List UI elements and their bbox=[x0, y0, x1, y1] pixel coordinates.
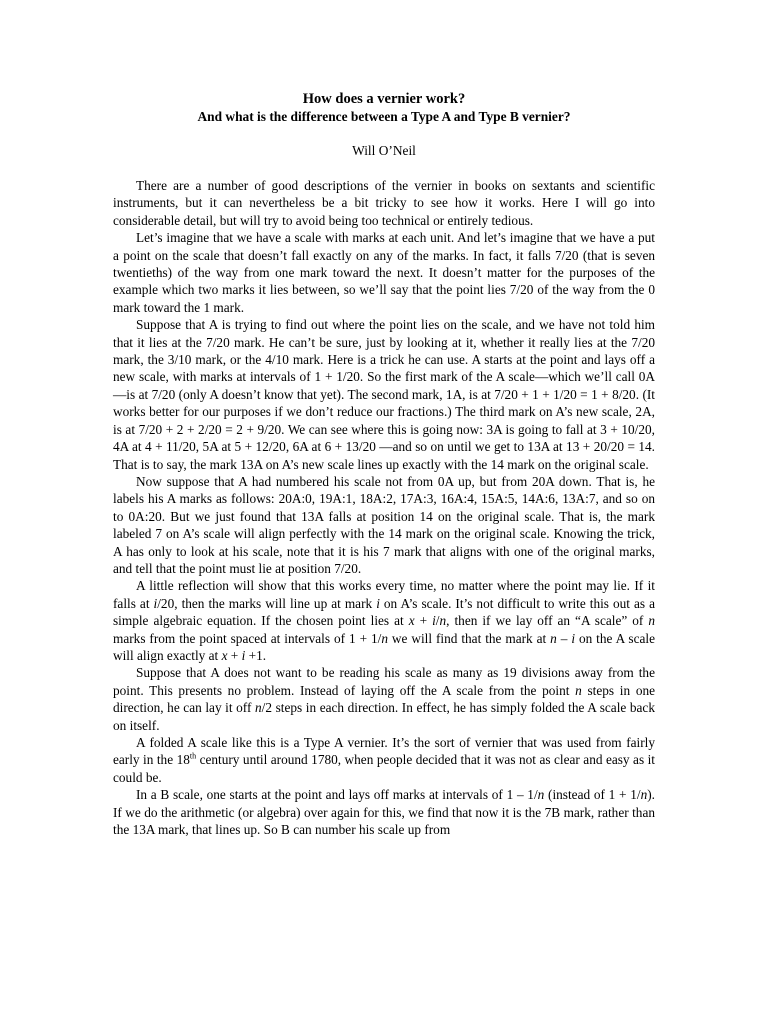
paragraph: Suppose that A is trying to find out where the point lies on the scale, and we have not told him that it lies at the 7/20 mark. He can’t be sure, just by looking at it, whether it really lies at the 7/20 mark, the 3/10 mark, or the 4/10 mark. Here is a trick he can use. A starts at the point and lays off a new scale, with marks at intervals of 1 + 1/20. So the first mark of the A scale—which we’ll call 0A—is at 7/20 (only A doesn’t know that yet). The second mark, 1A, is at 7/20 + 1 + 1/20 = 1 + 8/20. (It works better for our purposes if we don’t reduce our fractions.) The third mark on A’s new scale, 2A, is at 7/20 + 2 + 2/20 = 2 + 9/20. We can see where this is going now: 3A is going to fall at 3 + 10/20, 4A at 4 + 11/20, 5A at 5 + 12/20, 6A at 6 + 13/20 —and so on until we get to 13A at 13 + 20/20 = 14. That is to say, the mark 13A on A’s new scale lines up exactly with the 14 mark on the original scale. bbox=[113, 317, 655, 472]
document-page bbox=[113, 90, 655, 838]
paragraph: In a B scale, one starts at the point and lays off marks at intervals of 1 – 1/n (instead of 1 + 1/n). If we do the arithmetic (or algebra) over again for this, we find that now it is the 7B mark, rather than the 13A mark, that lines up. So B can number his scale up from bbox=[113, 787, 656, 838]
paragraph: There are a number of good descriptions of the vernier in books on sextants and scientific instruments, but it can nevertheless be a bit tricky to see how it works. Here I will go into considerable detail, but will try to avoid being too technical or entirely tedious. bbox=[113, 178, 655, 228]
paragraph: A folded A scale like this is a Type A vernier. It’s the sort of vernier that was used from fairly early in the 18th century until around 1780, when people decided that it was not as clear and easy as it could be. bbox=[113, 735, 655, 785]
paragraph: Let’s imagine that we have a scale with marks at each unit. And let’s imagine that we have a put a point on the scale that doesn’t fall exactly on any of the marks. In fact, it falls 7/20 (that is seven twentieths) of the way from one mark toward the next. It doesn’t matter for the purposes of the example which two marks it lies between, so we’ll say that the point lies 7/20 of the way from the 0 mark toward the 1 mark. bbox=[113, 230, 655, 315]
document-author: Will O’Neil bbox=[352, 143, 416, 158]
document-subtitle: And what is the difference between a Type A and Type B vernier? bbox=[197, 109, 571, 124]
document-body bbox=[113, 177, 655, 838]
document-title: How does a vernier work? bbox=[302, 91, 466, 107]
paragraph: Now suppose that A had numbered his scale not from 0A up, but from 20A down. That is, he labels his A marks as follows: 20A:0, 19A:1, 18A:2, 17A:3, 16A:4, 15A:5, 14A:6, 13A:7, and so on to 0A:20. But we just found that 13A falls at position 14 on the original scale. That is, the mark labeled 7 on A’s scale will align perfectly with the 14 mark on the original scale. Knowing the trick, A has only to look at his scale, note that it is his 7 mark that aligns with one of the original marks, and tell that the point must lie at position 7/20. bbox=[113, 473, 655, 576]
paragraph: A little reflection will show that this works every time, no matter where the point may lie. If it falls at i/20, then the marks will line up at mark i on A’s scale. It’s not difficult to write this out as a simple algebraic equation. If the chosen point lies at x + i/n, then if we lay off an “A scale” of n marks from the point spaced at intervals of 1 + 1/n we will find that the mark at n – i on the A scale will align exactly at x + i +1. bbox=[113, 578, 656, 663]
paragraph: Suppose that A does not want to be reading his scale as many as 19 divisions away from the point. This presents no problem. Instead of laying off the A scale from the point n steps in one direction, he can lay it off n/2 steps in each direction. In effect, he has simply folded the A scale back on itself. bbox=[113, 665, 656, 733]
